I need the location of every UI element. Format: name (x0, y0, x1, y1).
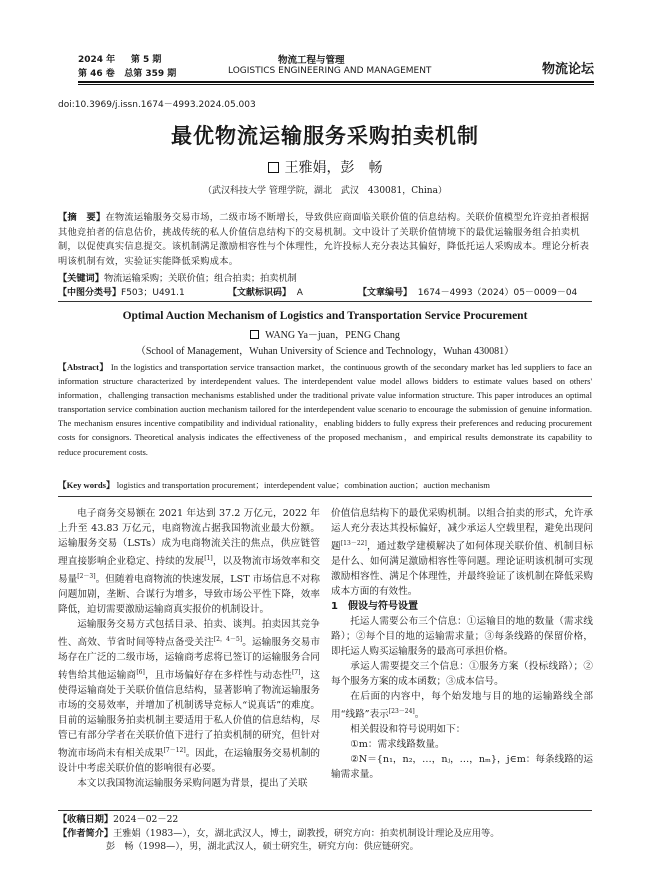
header-total-issue: 总第 359 期 (124, 69, 177, 79)
abstract-en (58, 360, 592, 459)
footnote (58, 813, 592, 854)
text: 运输服务交易方式包括目录、拍卖、谈判。拍卖因其竞争性、高效、节省时间等特点备受关注 (58, 619, 320, 648)
article-no (358, 285, 577, 298)
citation: [2－3] (77, 573, 96, 580)
paragraph (58, 617, 320, 776)
doc-code-label: 【文献标识码】 (228, 288, 292, 298)
clc (58, 285, 228, 298)
article-no-label: 【文章编号】 (358, 288, 413, 298)
paper-title-en: Optimal Auction Mechanism of Logistics and Transportation Service Procurement (122, 310, 528, 322)
authors-cn (0, 157, 650, 177)
paragraph (58, 506, 320, 617)
abstract-en-text: In the logistics and transportation service transaction market，the continuous growth of the secondary market has led suppliers to face an information structure characterized by interdependent values. The interdependent value model allows bidders to estimate values based on others' information，challenging transaction mechanisms established under the traditional private value information structure. This paper introduces an optimal transportation service combination auction mechanism tailored for the interdependent value scenario to encourage the submission of genuine information. The mechanism ensures incentive compatibility and individual rationality，enabling bidders to fully express their preferences and reducing procurement costs for consignors. Theoretical analysis indicates the effectiveness of the proposed mechanism，and empirical results demonstrate its capability to reduce procurement costs. (58, 362, 592, 457)
clc-label: 【中图分类号】 (58, 288, 122, 298)
text: ，这使得运输商处于关联价值信息结构，显著影响了物流运输服务市场的交易效率，并增加了机制诱导竞标人“说真话”的难度。目前的运输服务拍卖机制主要适用于私人价值的信息结构，尽管已有部分学者在关联价值下进行了拍卖机制的研究，但针对物流市场尚未有相关成果 (58, 670, 321, 759)
journal-name-cn: 物流工程与管理 (278, 55, 345, 66)
citation: [7－12] (163, 747, 186, 754)
abstract-cn (58, 211, 592, 269)
journal-name-en: LOGISTICS ENGINEERING AND MANAGEMENT (228, 66, 432, 76)
citation: [7] (291, 669, 301, 676)
authors-en (0, 326, 650, 341)
header-year: 2024 年 (78, 55, 116, 65)
header-issue: 第 5 期 (130, 55, 162, 65)
author-bio-text: 王雅娟（1983—），女，湖北武汉人，博士，副教授，研究方向：拍卖机制设计理论及应用等。 (113, 827, 500, 839)
paragraph: ①m：需求线路数量。 (350, 739, 445, 750)
paragraph (331, 506, 593, 599)
abstract-cn-text: 在物流运输服务交易市场，二级市场不断增长，导致供应商面临关联价值的信息结构。关联价值模型允许竞拍者根据其他竞拍者的信息估价，挑战传统的私人价值信息结构下的交易机制。文中设计了关联价值情境下的最优运输服务组合拍卖机制，以促使真实信息提交。该机制满足激励相容性与个体理性，允许投标人充分表达其偏好，降低托运人采购成本。理论分析表明该机制有效，实验证实能降低采购成本。 (58, 212, 590, 267)
square-icon (250, 330, 259, 339)
keywords-cn-label: 【关键词】 (58, 273, 104, 284)
citation: [23－24] (388, 708, 415, 715)
authors-cn-text: 王雅娟，彭 畅 (284, 160, 383, 176)
paragraph (331, 689, 593, 722)
abstract-en-label: 【Abstract】 (58, 362, 109, 372)
keywords-en-text: logistics and transportation procurement；interdependent value；combination auction；auction mechanism (116, 480, 490, 490)
text: 。运输服务交易市场存在广泛的二级市场，运输商考虑将已签订的运输服务合同转售给其他运输商 (58, 637, 321, 681)
body-column-left (58, 506, 320, 791)
author-bio-1 (58, 827, 592, 841)
paragraph: ②N＝{n₁，n₂，…，nⱼ，…，nₘ}，j∈m：每条线路的运输需求量。 (331, 754, 593, 780)
section-label: 物流论坛 (541, 62, 594, 77)
paragraph: 托运人需要公布三个信息：①运输目的地的数量（需求线路）；②每个目的地的运输需求量；③每条线路的保留价格，即托运人购买运输服务的最高可承担价格。 (331, 616, 593, 657)
header-volume (78, 66, 176, 79)
classification-line (58, 285, 592, 298)
paragraph: 本文以我国物流运输服务采购问题为背景，提出了关联 (77, 778, 308, 789)
doc-code (228, 285, 358, 298)
header-rule-thin (78, 84, 594, 85)
citation: [2，4－5] (213, 636, 243, 643)
affiliation-en: （School of Management，Wuhan University of Science and Technology，Wuhan 430081） (135, 346, 515, 357)
journal-header (78, 52, 594, 84)
header-volume-label: 第 46 卷 (78, 69, 115, 79)
article-no-value: 1674－4993（2024）05－0009－04 (417, 288, 578, 298)
paragraph: 相关假设和符号说明如下： (350, 724, 466, 735)
text: ，通过数学建模解决了如何体现关联价值、机制目标是什么、如何满足激励相容性等问题。理论证明该机制可实现激励相容性、满足个体理性，并最终验证了该机制在降低采购成本方面的有效性。 (331, 541, 594, 597)
received-value: 2024－02－22 (113, 814, 179, 825)
header-rule (78, 81, 594, 83)
authors-en-text: WANG Ya－juan，PENG Chang (265, 330, 400, 341)
citation: [1] (204, 555, 213, 562)
received-date (58, 813, 592, 827)
text: 在后面的内容中，每个始发地与目的地的运输路线全部用“线路”表示 (331, 691, 593, 720)
section-heading: 1 假设与符号设置 (331, 601, 418, 612)
abstract-cn-label: 【摘 要】 (58, 212, 106, 223)
divider (58, 496, 592, 497)
doi: doi:10.3969/j.issn.1674－4993.2024.05.003 (58, 100, 256, 110)
received-label: 【收稿日期】 (58, 814, 114, 825)
text: 价值信息结构下的最优采购机制。以组合拍卖的形式，允许承运人充分表达其投标偏好，减少承运人空载里程，避免出现问题 (331, 508, 593, 552)
text: ，以及物流市场效率和交易量 (58, 556, 320, 585)
keywords-cn (58, 270, 592, 284)
citation: [6] (136, 669, 145, 676)
text: ，且市场偏好存在多样性与动态性 (144, 670, 292, 681)
doc-code-value: A (296, 288, 303, 298)
affiliation-cn: （武汉科技大学 管理学院，湖北 武汉 430081，China） (203, 186, 447, 196)
paper-title: 最优物流运输服务采购拍卖机制 (171, 123, 479, 148)
paragraph: 承运人需要提交三个信息：①服务方案（投标线路）；②每个服务方案的成本函数；③成本信号。 (331, 661, 593, 687)
clc-value: F503；U491.1 (121, 288, 185, 298)
keywords-en (58, 479, 592, 491)
text: 。 (414, 709, 425, 720)
citation: [13－22] (340, 540, 367, 547)
text: 电子商务交易额在 2021 年达到 37.2 万亿元，2022 年上升至 43.83 万亿元，电商物流占据我国物流业最大份额。运输服务交易（LSTs）成为电商物流关注的焦点，供应链管理直接影响企业稳定、持续的发展 (58, 508, 320, 567)
divider (58, 301, 592, 302)
text: 。但随着电商物流的快速发展，LST 市场信息不对称问题加剧，垄断、合谋行为增多，导致市场公平性下降，效率降低，迫切需要激励运输商真实报价的机制设计。 (58, 574, 320, 615)
body-column-right (331, 506, 593, 782)
keywords-cn-text: 物流运输采购；关联价值；组合拍卖；拍卖机制 (103, 273, 297, 284)
author-bio-label: 【作者简介】 (58, 827, 114, 839)
keywords-en-label: 【Key words】 (58, 480, 115, 490)
author-bio-2: 彭 畅（1998—），男，湖北武汉人，硕士研究生，研究方向：供应链研究。 (106, 841, 419, 852)
footnote-rule (58, 810, 592, 811)
header-year-issue (78, 52, 161, 65)
square-icon (268, 162, 279, 173)
text: 。因此，在运输服务交易机制的设计中考虑关联价值的影响很有必要。 (58, 748, 321, 774)
